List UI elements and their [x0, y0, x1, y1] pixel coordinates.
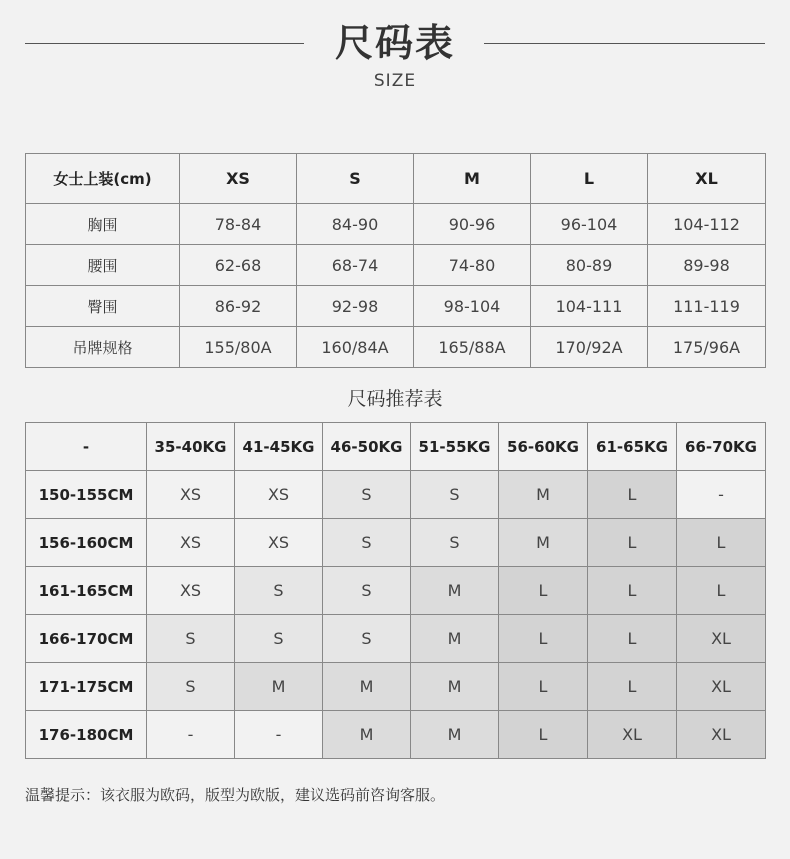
recommended-size-cell: L	[499, 615, 588, 663]
recommended-size-cell: S	[323, 615, 411, 663]
page-subtitle: SIZE	[373, 71, 417, 91]
table-cell: 98-104	[414, 286, 531, 327]
recommended-size-cell: M	[499, 471, 588, 519]
size-tip-note: 温馨提示：该衣服为欧码，版型为欧版，建议选码前咨询客服。	[25, 786, 446, 804]
table-cell: 86-92	[180, 286, 297, 327]
table-cell: 68-74	[297, 245, 414, 286]
recommended-size-cell: S	[147, 615, 235, 663]
table-cell: 92-98	[297, 286, 414, 327]
table-row	[26, 711, 766, 759]
recommended-size-cell: L	[677, 519, 766, 567]
recommended-size-cell: L	[499, 567, 588, 615]
weight-header: 46-50KG	[323, 423, 411, 471]
size-header: L	[531, 154, 648, 204]
recommended-size-cell: S	[323, 519, 411, 567]
table-cell: 80-89	[531, 245, 648, 286]
weight-header: 61-65KG	[588, 423, 677, 471]
size-header: XL	[648, 154, 766, 204]
recommended-size-cell: M	[323, 663, 411, 711]
header-divider-right	[484, 43, 765, 44]
recommended-size-cell: M	[323, 711, 411, 759]
recommended-size-cell: L	[677, 567, 766, 615]
recommended-size-cell: M	[235, 663, 323, 711]
recommended-size-cell: M	[411, 663, 499, 711]
row-label: 臀围	[26, 286, 180, 327]
recommended-size-cell: XL	[588, 711, 677, 759]
recommended-size-cell: XL	[677, 615, 766, 663]
table-cell: 104-111	[531, 286, 648, 327]
recommended-size-cell: XS	[235, 519, 323, 567]
recommended-size-cell: M	[411, 615, 499, 663]
table-row	[26, 567, 766, 615]
recommended-size-cell: S	[147, 663, 235, 711]
recommendation-header-row	[26, 423, 766, 471]
recommended-size-cell: L	[588, 471, 677, 519]
recommended-size-cell: XS	[147, 519, 235, 567]
weight-header: 35-40KG	[147, 423, 235, 471]
table-cell: 111-119	[648, 286, 766, 327]
recommended-size-cell: XL	[677, 711, 766, 759]
height-label: 171-175CM	[26, 663, 147, 711]
row-label: 吊牌规格	[26, 327, 180, 368]
weight-header: 41-45KG	[235, 423, 323, 471]
table-cell: 89-98	[648, 245, 766, 286]
recommended-size-cell: S	[235, 567, 323, 615]
weight-header: 56-60KG	[499, 423, 588, 471]
recommended-size-cell: L	[499, 711, 588, 759]
recommended-size-cell: -	[147, 711, 235, 759]
table-cell: 84-90	[297, 204, 414, 245]
recommended-size-cell: M	[411, 567, 499, 615]
table-cell: 90-96	[414, 204, 531, 245]
size-header: M	[414, 154, 531, 204]
table-cell: 165/88A	[414, 327, 531, 368]
recommendation-title: 尺码推荐表	[347, 388, 443, 410]
recommended-size-cell: XS	[235, 471, 323, 519]
row-label: 胸围	[26, 204, 180, 245]
height-label: 161-165CM	[26, 567, 147, 615]
recommended-size-cell: -	[235, 711, 323, 759]
recommended-size-cell: L	[499, 663, 588, 711]
recommended-size-cell: XS	[147, 567, 235, 615]
height-label: 166-170CM	[26, 615, 147, 663]
table-cell: 74-80	[414, 245, 531, 286]
recommended-size-cell: S	[411, 471, 499, 519]
recommended-size-cell: L	[588, 663, 677, 711]
recommended-size-cell: -	[677, 471, 766, 519]
table-row	[26, 471, 766, 519]
size-chart-corner: 女士上装(cm)	[26, 154, 180, 204]
weight-header: 66-70KG	[677, 423, 766, 471]
table-cell: 96-104	[531, 204, 648, 245]
size-recommendation-table	[25, 422, 766, 759]
size-header: S	[297, 154, 414, 204]
table-cell: 104-112	[648, 204, 766, 245]
recommendation-corner: -	[26, 423, 147, 471]
row-label: 腰围	[26, 245, 180, 286]
table-row	[26, 615, 766, 663]
table-row	[26, 327, 766, 368]
table-row	[26, 245, 766, 286]
table-cell: 175/96A	[648, 327, 766, 368]
recommended-size-cell: XS	[147, 471, 235, 519]
height-label: 176-180CM	[26, 711, 147, 759]
table-row	[26, 519, 766, 567]
recommended-size-cell: L	[588, 615, 677, 663]
table-row	[26, 663, 766, 711]
table-row	[26, 286, 766, 327]
recommended-size-cell: S	[323, 471, 411, 519]
table-cell: 62-68	[180, 245, 297, 286]
table-row	[26, 204, 766, 245]
recommended-size-cell: M	[499, 519, 588, 567]
recommended-size-cell: S	[323, 567, 411, 615]
table-cell: 160/84A	[297, 327, 414, 368]
height-label: 156-160CM	[26, 519, 147, 567]
recommended-size-cell: L	[588, 567, 677, 615]
size-chart-header-row	[26, 154, 766, 204]
table-cell: 170/92A	[531, 327, 648, 368]
table-cell: 155/80A	[180, 327, 297, 368]
height-label: 150-155CM	[26, 471, 147, 519]
weight-header: 51-55KG	[411, 423, 499, 471]
recommended-size-cell: L	[588, 519, 677, 567]
page-header	[0, 0, 790, 100]
size-header: XS	[180, 154, 297, 204]
page-title: 尺码表	[334, 21, 455, 65]
recommended-size-cell: XL	[677, 663, 766, 711]
size-chart-table	[25, 153, 766, 368]
recommended-size-cell: S	[235, 615, 323, 663]
recommended-size-cell: M	[411, 711, 499, 759]
recommended-size-cell: S	[411, 519, 499, 567]
table-cell: 78-84	[180, 204, 297, 245]
